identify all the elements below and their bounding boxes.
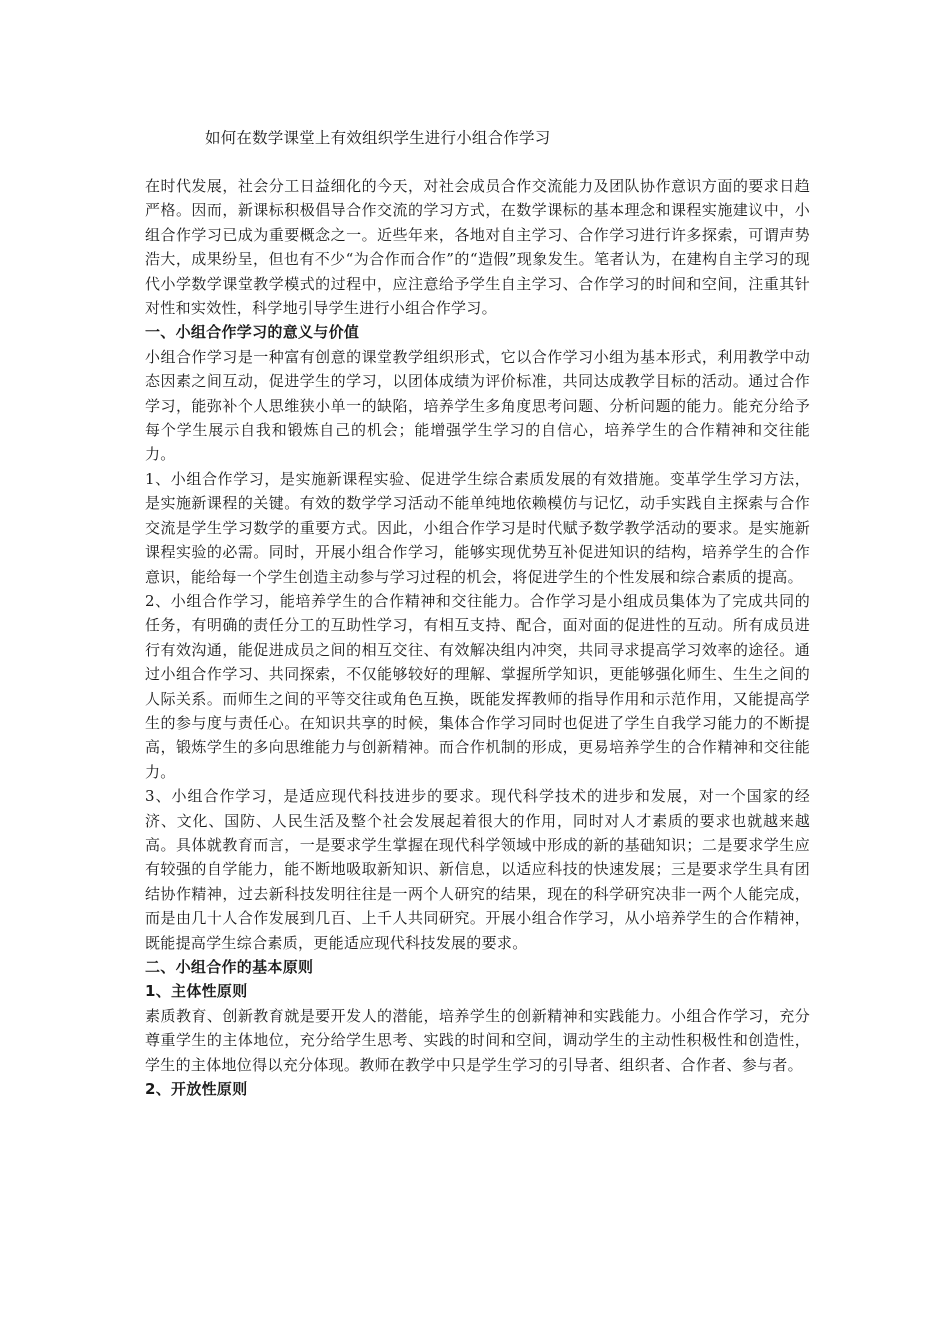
section-1-heading: 一、小组合作学习的意义与价值	[145, 323, 360, 342]
intro-paragraph: 在时代发展，社会分工日益细化的今天，对社会成员合作交流能力及团队协作意识方面的要求日趋严格。因而，新课标积极倡导合作交流的学习方式，在数学课标的基本理念和课程实施建议中，小组合作学习已成为重要概念之一。近些年来，各地对自主学习、合作学习进行许多探索，可谓声势浩大，成果纷呈，但也有不少“为合作而合作”的“造假”现象发生。笔者认为，在建构自主学习的现代小学数学课堂教学模式的过程中，应注意给予学生自主学习、合作学习的时间和空间，注重其针对性和实效性，科学地引导学生进行小组合作学习。	[145, 177, 810, 318]
document-body	[145, 174, 810, 1101]
point-1-paragraph: 1、小组合作学习，是实施新课程实验、促进学生综合素质发展的有效措施。变革学生学习方法，是实施新课程的关键。有效的数学学习活动不能单纯地依赖模仿与记忆，动手实践自主探索与合作交流是学生学习数学的重要方式。因此，小组合作学习是时代赋予数学教学活动的要求。是实施新课程实验的必需。同时，开展小组合作学习，能够实现优势互补促进知识的结构，培养学生的合作意识，能给每一个学生创造主动参与学习过程的机会，将促进学生的个性发展和综合素质的提高。	[145, 469, 810, 586]
point-3-paragraph: 3、小组合作学习，是适应现代科技进步的要求。现代科学技术的进步和发展，对一个国家的经济、文化、国防、人民生活及整个社会发展起着很大的作用，同时对人才素质的要求也就越来越高。具体就教育而言，一是要求学生掌握在现代科学领域中形成的新的基础知识；二是要求学生应有较强的自学能力，能不断地吸取新知识、新信息，以适应科技的快速发展；三是要求学生具有团结协作精神，过去新科技发明往往是一两个人研究的结果，现在的科学研究决非一两个人能完成，而是由几十人合作发展到几百、上千人共同研究。开展小组合作学习，从小培养学生的合作精神，既能提高学生综合素质，更能适应现代科技发展的要求。	[145, 787, 810, 952]
principle-1-paragraph: 素质教育、创新教育就是要开发人的潜能，培养学生的创新精神和实践能力。小组合作学习，充分尊重学生的主体地位，充分给学生思考、实践的时间和空间，调动学生的主动性积极性和创造性，学生的主体地位得以充分体现。教师在教学中只是学生学习的引导者、组织者、合作者、参与者。	[145, 1006, 810, 1074]
document-title: 如何在数学课堂上有效组织学生进行小组合作学习	[205, 129, 551, 147]
point-2-paragraph: 2、小组合作学习，能培养学生的合作精神和交往能力。合作学习是小组成员集体为了完成共同的任务，有明确的责任分工的互助性学习，有相互支持、配合，面对面的促进性的互动。所有成员进行有效沟通，能促进成员之间的相互交往、有效解决组内冲突，共同寻求提高学习效率的途径。通过小组合作学习、共同探索，不仅能够较好的理解、掌握所学知识，更能够强化师生、生生之间的人际关系。而师生之间的平等交往或角色互换，既能发挥教师的指导作用和示范作用，又能提高学生的参与度与责任心。在知识共享的时候，集体合作学习同时也促进了学生自我学习能力的不断提高，锻炼学生的多向思维能力与创新精神。而合作机制的形成，更易培养学生的合作精神和交往能力。	[145, 591, 810, 781]
principle-2-heading: 2、开放性原则	[145, 1080, 248, 1099]
section-1-paragraph: 小组合作学习是一种富有创意的课堂教学组织形式，它以合作学习小组为基本形式，利用教学中动态因素之间互动，促进学生的学习，以团体成绩为评价标准，共同达成教学目标的活动。通过合作学习，能弥补个人思维狭小单一的缺陷，培养学生多角度思考问题、分析问题的能力。能充分给予每个学生展示自我和锻炼自己的机会；能增强学生学习的自信心，培养学生的合作精神和交往能力。	[145, 347, 810, 464]
principle-1-heading: 1、主体性原则	[145, 982, 248, 1001]
section-2-heading: 二、小组合作的基本原则	[145, 958, 314, 976]
